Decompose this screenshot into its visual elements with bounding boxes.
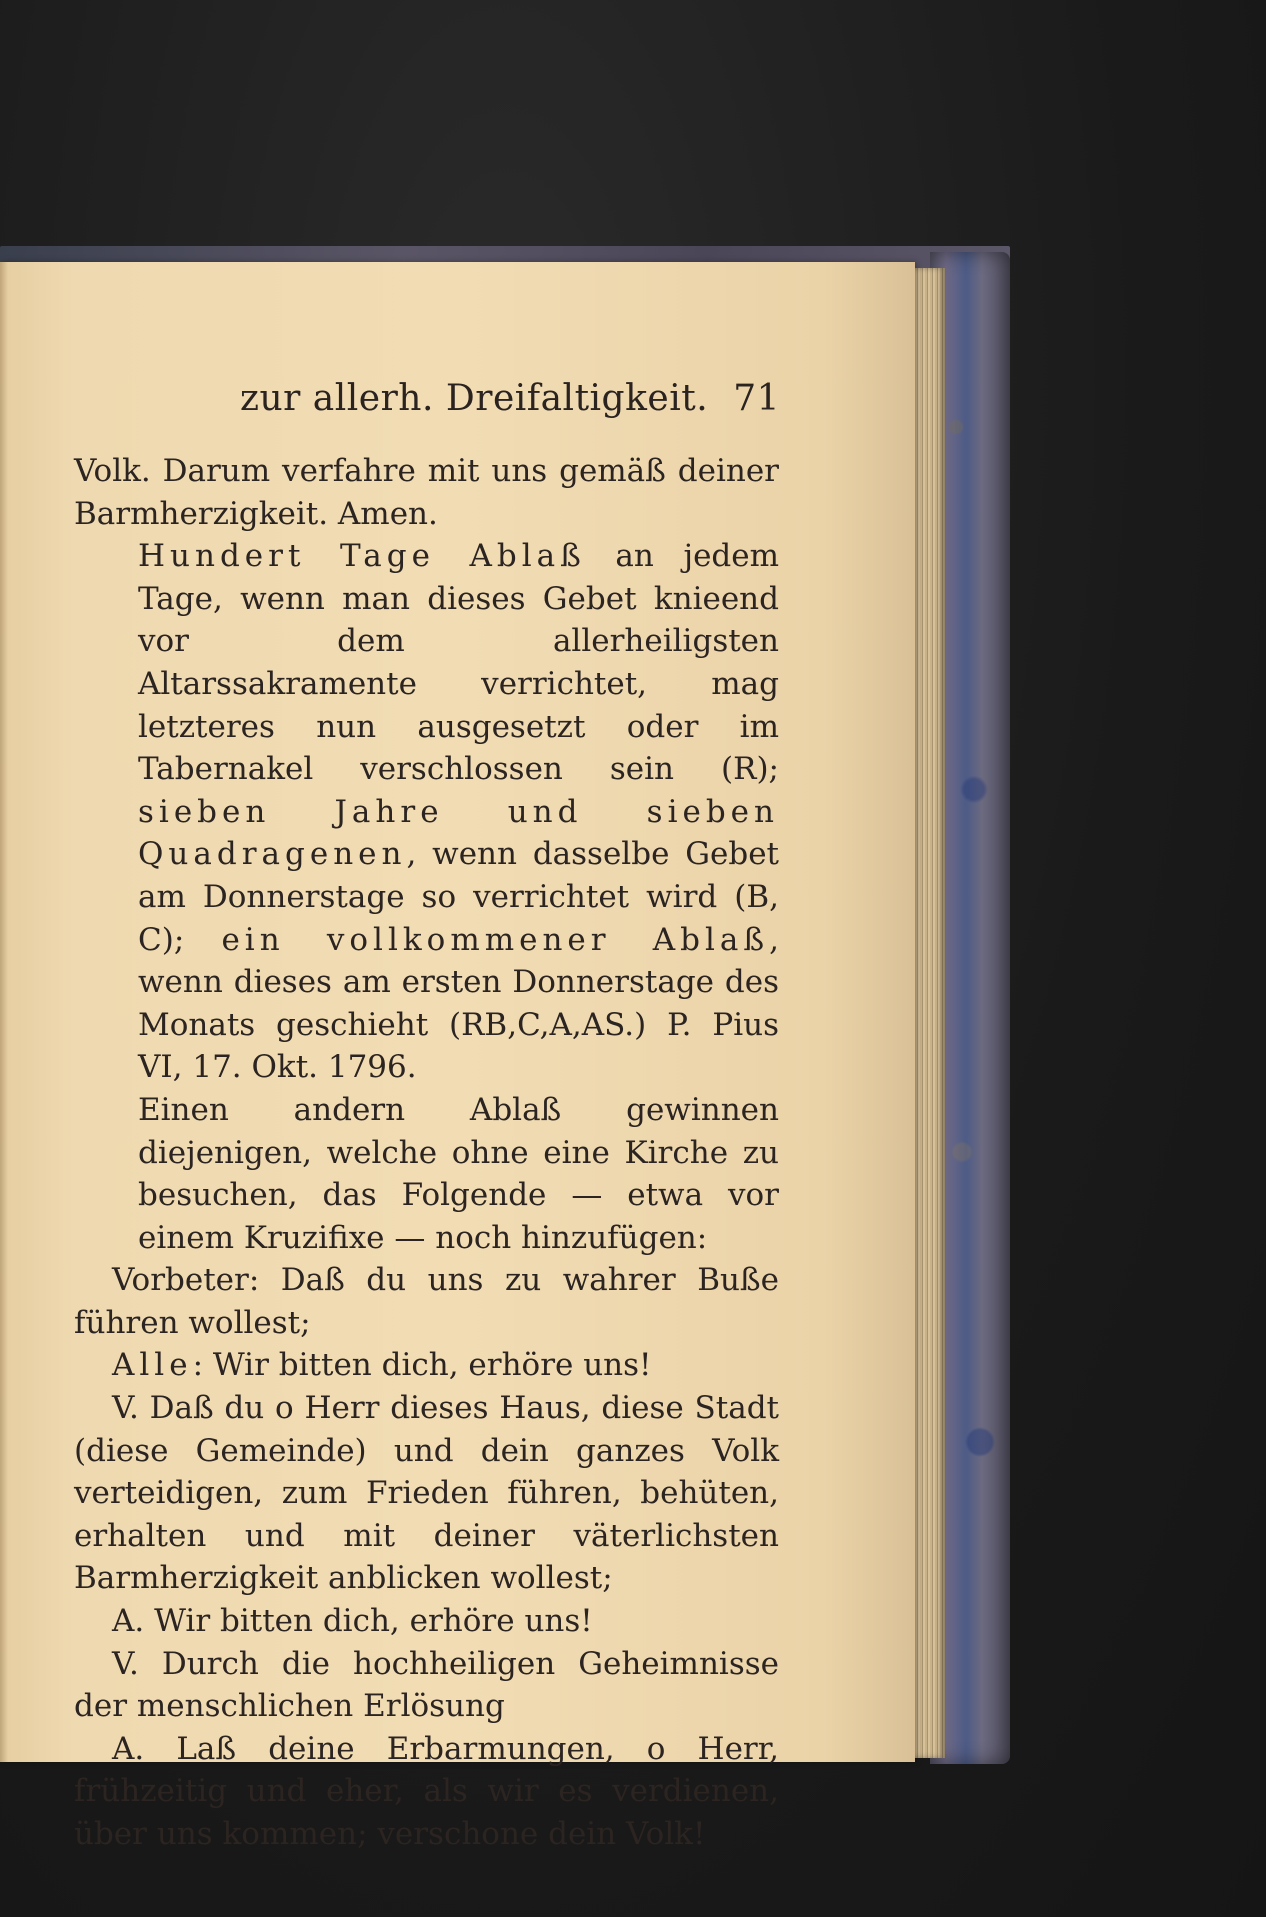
paragraph-9-text: A. Laß deine Erbarmungen, o Herr, frühzeitig und eher, als wir es verdienen, über uns kommen; verschone dein Volk! bbox=[74, 1730, 779, 1852]
paragraph-7-text: A. Wir bitten dich, erhöre uns! bbox=[112, 1603, 593, 1640]
paragraph-8-text: V. Durch die hochheiligen Geheimnisse der menschlichen Erlösung bbox=[74, 1645, 779, 1725]
paragraph-4 bbox=[74, 1259, 779, 1344]
paragraph-9 bbox=[74, 1728, 779, 1856]
paragraph-6-text: V. Daß du o Herr dieses Haus, diese Stadt (diese Gemeinde) und dein ganzes Volk verteidigen, zum Frieden führen, behüten, erhalten und mit deiner väterlichsten Barmherzigkeit anblicken wollest; bbox=[74, 1390, 779, 1597]
paragraph-8 bbox=[74, 1643, 779, 1728]
paragraph-7 bbox=[74, 1600, 779, 1643]
running-head bbox=[240, 378, 780, 428]
paragraph-5 bbox=[74, 1344, 779, 1387]
paragraph-1-text: Volk. Darum verfahre mit uns gemäß deiner Barmherzigkeit. Amen. bbox=[74, 453, 779, 532]
running-head-title: zur allerh. Dreifaltigkeit. bbox=[240, 378, 709, 419]
page-number: 71 bbox=[733, 378, 780, 419]
paragraph-2-lead: Hundert Tage Ablaß bbox=[138, 538, 586, 575]
paragraph-6 bbox=[74, 1387, 779, 1600]
paragraph-2-text-a: an jedem Tage, wenn man dieses Gebet knieend vor dem allerheiligsten Altarssakramente verrichtet, mag letzteres nun ausgesetzt oder im Tabernakel verschlossen sein (R); bbox=[138, 538, 779, 788]
paragraph-4-text: Vorbeter: Daß du uns zu wahrer Buße führen wollest; bbox=[74, 1262, 779, 1341]
paragraph-5-speaker: Alle bbox=[112, 1347, 193, 1384]
paragraph-2-text-c: , wenn dieses am ersten Donnerstage des Monats geschieht (RB,C,A,AS.) P. Pius VI, 17. Okt. 1796. bbox=[138, 921, 779, 1086]
paragraph-2-spaced-c: ein vollkommener Ablaß bbox=[221, 921, 770, 958]
paragraph-2-text-b: , wenn dasselbe Gebet am Donnerstage so verrichtet wird (B, C); bbox=[138, 836, 779, 958]
paragraph-3 bbox=[74, 1089, 779, 1259]
paragraph-2-spaced-b: sieben Jahre und sieben Quadragenen bbox=[138, 793, 779, 873]
paragraph-2 bbox=[74, 535, 779, 1089]
paragraph-3-text: Einen andern Ablaß gewinnen diejenigen, welche ohne eine Kirche zu besuchen, das Folgende — etwa vor einem Kruzifixe — noch hinzufügen: bbox=[138, 1091, 779, 1256]
paragraph-5-text: : Wir bitten dich, erhöre uns! bbox=[192, 1347, 652, 1384]
paragraph-1 bbox=[74, 450, 779, 535]
body-text bbox=[74, 450, 779, 1856]
